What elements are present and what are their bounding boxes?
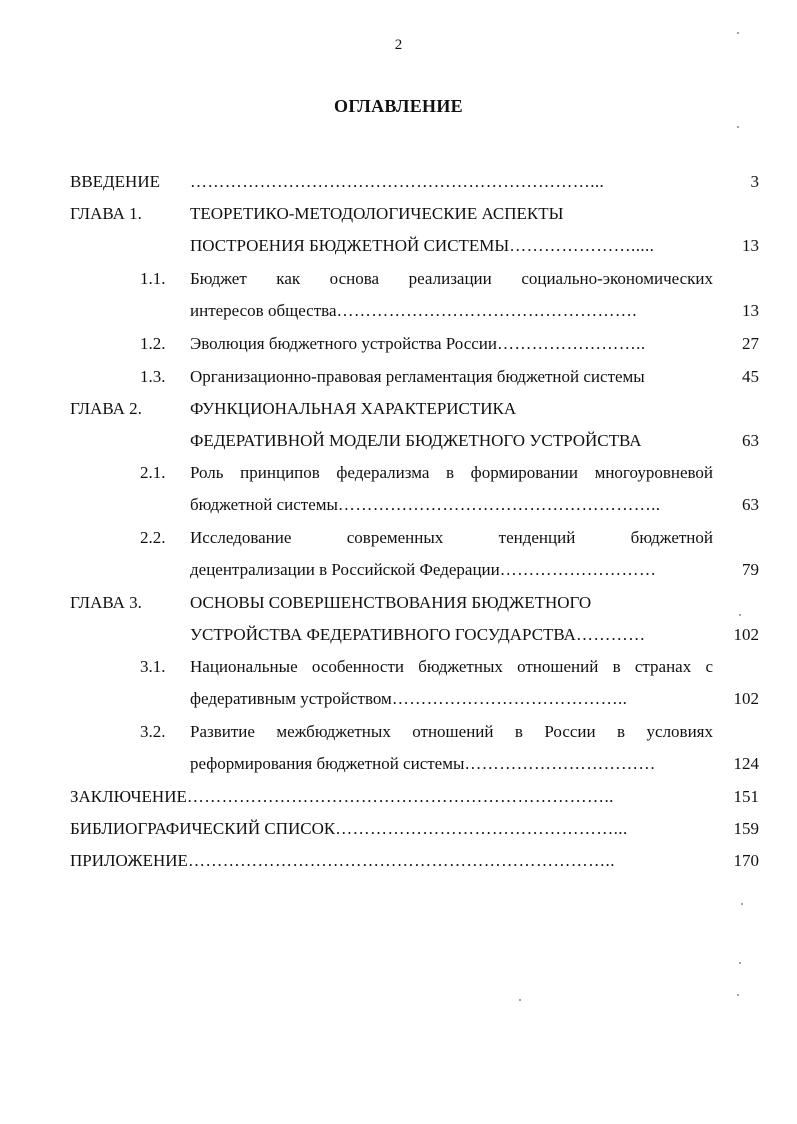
toc-1-3-title[interactable]: Организационно-правовая регламентация бюджетной системы xyxy=(190,367,645,386)
toc-ch1-title-line2[interactable] xyxy=(190,236,654,256)
toc-1-2-number: 1.2. xyxy=(140,334,166,353)
toc-2-2-title-line1[interactable]: Исследование современных тенденций бюджетной xyxy=(190,528,713,547)
toc-3-2-leader: …………………………… xyxy=(464,754,656,773)
toc-3-1-title-line1[interactable]: Национальные особенности бюджетных отношений в странах с xyxy=(190,657,713,676)
scan-speck xyxy=(741,903,743,905)
toc-3-1-number: 3.1. xyxy=(140,657,166,676)
toc-1-2-title-text: Эволюция бюджетного устройства России xyxy=(190,334,497,353)
toc-appendix-label: ПРИЛОЖЕНИЕ xyxy=(70,851,188,870)
toc-ch3-title-line2[interactable] xyxy=(190,625,646,645)
toc-ch2-page[interactable]: 63 xyxy=(742,431,759,450)
toc-2-1-title-line2[interactable] xyxy=(190,495,660,515)
toc-1-1-page[interactable]: 13 xyxy=(742,301,759,320)
toc-appendix-page[interactable]: 170 xyxy=(733,851,759,870)
toc-ch1-page[interactable]: 13 xyxy=(742,236,759,255)
page-title: ОГЛАВЛЕНИЕ xyxy=(334,96,463,116)
toc-ch1-title-text: ПОСТРОЕНИЯ БЮДЖЕТНОЙ СИСТЕМЫ xyxy=(190,236,510,255)
toc-ch1-title-line1[interactable]: ТЕОРЕТИКО-МЕТОДОЛОГИЧЕСКИЕ АСПЕКТЫ xyxy=(190,204,564,223)
toc-2-1-number: 2.1. xyxy=(140,463,166,482)
toc-2-1-title-line1[interactable]: Роль принципов федерализма в формировании многоуровневой xyxy=(190,463,713,482)
toc-intro-leader: ……………………………………………………………... xyxy=(190,172,605,191)
toc-ch2-title-line2[interactable]: ФЕДЕРАТИВНОЙ МОДЕЛИ БЮДЖЕТНОГО УСТРОЙСТВА xyxy=(190,431,642,450)
toc-ch3-title-text: УСТРОЙСТВА ФЕДЕРАТИВНОГО ГОСУДАРСТВА xyxy=(190,625,576,644)
toc-bibliography[interactable] xyxy=(70,819,628,839)
toc-1-1-number: 1.1. xyxy=(140,269,166,288)
toc-3-2-number: 3.2. xyxy=(140,722,166,741)
toc-ch2-label[interactable]: ГЛАВА 2. xyxy=(70,399,142,418)
toc-2-2-number: 2.2. xyxy=(140,528,166,547)
toc-2-1-page[interactable]: 63 xyxy=(742,495,759,514)
toc-1-3-page[interactable]: 45 xyxy=(742,367,759,386)
toc-3-2-title-line2[interactable] xyxy=(190,754,656,774)
toc-3-2-title-text: реформирования бюджетной системы xyxy=(190,754,465,773)
toc-conclusion-page[interactable]: 151 xyxy=(733,787,759,806)
toc-3-1-page[interactable]: 102 xyxy=(733,689,759,708)
scan-speck xyxy=(737,126,739,128)
toc-2-2-page[interactable]: 79 xyxy=(742,560,759,579)
toc-ch1-leader: …………………..... xyxy=(509,236,655,255)
toc-2-1-leader: ……………………………………………….. xyxy=(337,495,661,514)
toc-conclusion[interactable] xyxy=(70,787,614,807)
toc-1-2-title[interactable] xyxy=(190,334,645,354)
toc-bibliography-page[interactable]: 159 xyxy=(733,819,759,838)
toc-2-2-title-text: децентрализации в Российской Федерации xyxy=(190,560,500,579)
toc-1-2-page[interactable]: 27 xyxy=(742,334,759,353)
toc-3-2-title-line1[interactable]: Развитие межбюджетных отношений в России в условиях xyxy=(190,722,713,741)
scan-speck xyxy=(739,614,741,616)
toc-ch3-title-line1[interactable]: ОСНОВЫ СОВЕРШЕНСТВОВАНИЯ БЮДЖЕТНОГО xyxy=(190,593,592,612)
toc-intro-label[interactable]: ВВЕДЕНИЕ xyxy=(70,172,160,191)
toc-appendix[interactable] xyxy=(70,851,615,871)
scan-speck xyxy=(739,962,741,964)
toc-bibliography-leader: …………………………………………... xyxy=(335,819,628,838)
toc-1-1-title-line2[interactable] xyxy=(190,301,637,321)
toc-3-1-title-text: федеративным устройством xyxy=(190,689,392,708)
toc-2-1-title-text: бюджетной системы xyxy=(190,495,338,514)
toc-1-2-leader: …………………….. xyxy=(496,334,646,353)
toc-1-1-title-text: интересов общества xyxy=(190,301,337,320)
scan-speck xyxy=(737,32,739,34)
toc-ch1-label[interactable]: ГЛАВА 1. xyxy=(70,204,142,223)
toc-bibliography-label: БИБЛИОГРАФИЧЕСКИЙ СПИСОК xyxy=(70,819,336,838)
toc-appendix-leader: ……………………………………………………………….. xyxy=(187,851,615,870)
scan-speck xyxy=(737,994,739,996)
toc-intro-page[interactable]: 3 xyxy=(750,172,759,191)
toc-conclusion-label: ЗАКЛЮЧЕНИЕ xyxy=(70,787,187,806)
scan-speck xyxy=(519,999,521,1001)
toc-1-3-number: 1.3. xyxy=(140,367,166,386)
toc-ch2-title-line1[interactable]: ФУНКЦИОНАЛЬНАЯ ХАРАКТЕРИСТИКА xyxy=(190,399,517,418)
page-number: 2 xyxy=(394,37,403,53)
toc-2-2-title-line2[interactable] xyxy=(190,560,656,580)
toc-ch3-leader: ………… xyxy=(575,625,646,644)
toc-3-2-page[interactable]: 124 xyxy=(733,754,759,773)
toc-3-1-leader: ………………………………….. xyxy=(391,689,628,708)
toc-3-1-title-line2[interactable] xyxy=(190,689,627,709)
toc-ch3-page[interactable]: 102 xyxy=(733,625,759,644)
toc-conclusion-leader: ……………………………………………………………….. xyxy=(186,787,614,806)
toc-1-1-title-line1[interactable]: Бюджет как основа реализации социально-экономических xyxy=(190,269,713,288)
toc-2-2-leader: ……………………… xyxy=(499,560,657,579)
toc-1-1-leader: ……………………………………………. xyxy=(336,301,637,320)
toc-ch3-label[interactable]: ГЛАВА 3. xyxy=(70,593,142,612)
